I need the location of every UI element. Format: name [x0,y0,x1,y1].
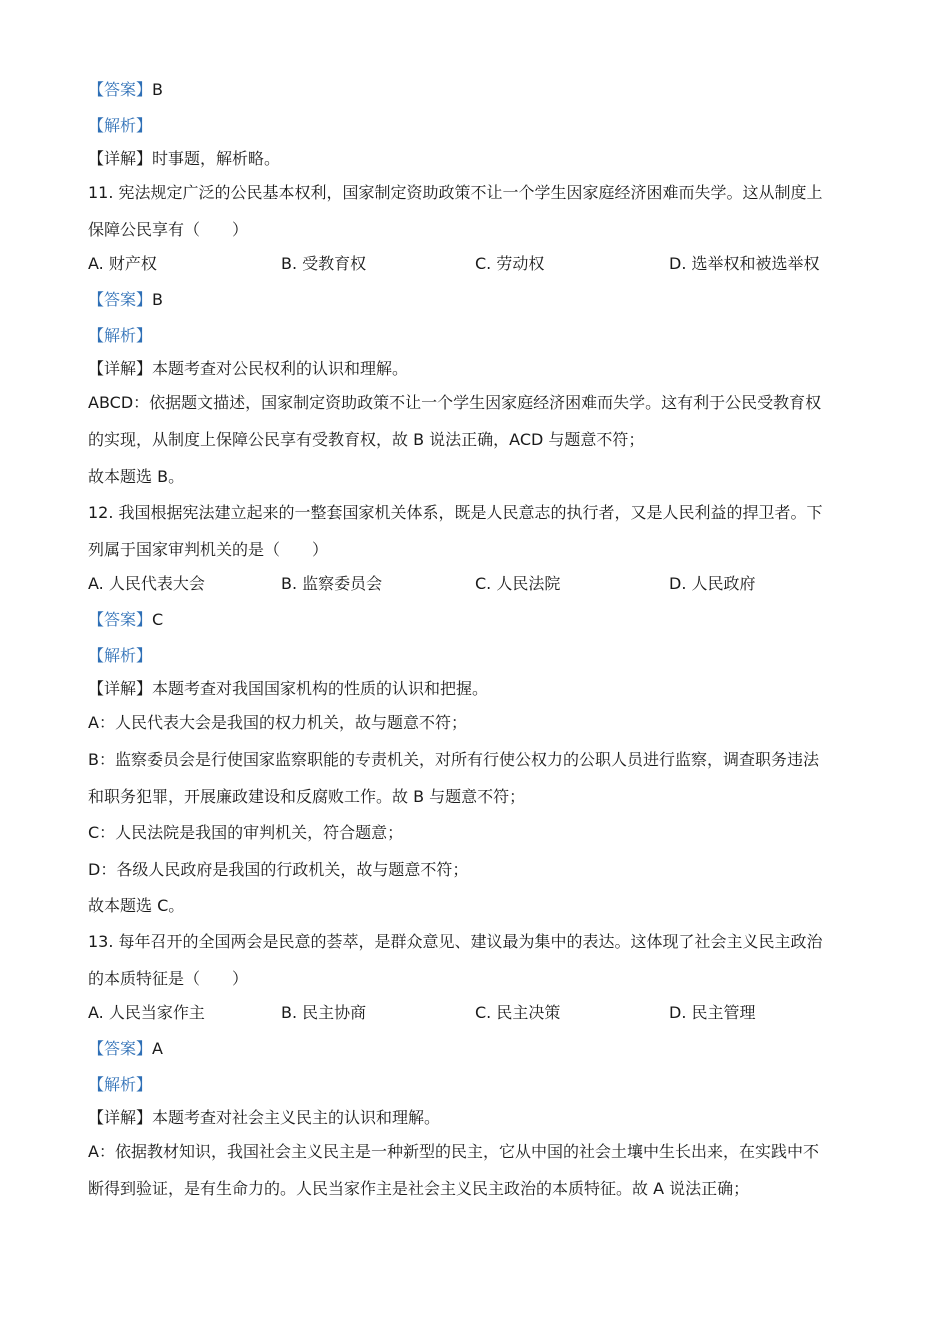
answer-value: B [152,290,163,309]
detail-text: 本题考查对我国国家机构的性质的认识和把握。 [152,679,489,698]
option-a: A. 财产权 [88,254,157,273]
answer-value: B [152,80,163,99]
option-d: D. 人民政府 [669,574,756,593]
answer-tag: 【答案】 [88,80,153,99]
detail-text: 本题考查对社会主义民主的认识和理解。 [152,1108,441,1127]
explanation-line: A：人民代表大会是我国的权力机关，故与题意不符； [88,713,467,732]
detail-line [88,148,280,170]
detail-text: 本题考查对公民权利的认识和理解。 [152,359,409,378]
answer-line [88,289,163,311]
detail-line [88,358,408,380]
detail-text: 时事题，解析略。 [152,149,281,168]
detail-line [88,1107,440,1129]
detail-tag: 【详解】 [88,679,153,698]
question-stem: 13. 每年召开的全国两会是民意的荟萃，是群众意见、建议最为集中的表达。这体现了社会主义民主政治 [88,932,823,951]
question-stem: 保障公民享有（ ） [88,220,249,239]
explanation-line: A：依据教材知识，我国社会主义民主是一种新型的民主，它从中国的社会土壤中生长出来，在实践中不 [88,1142,819,1161]
explanation-line: C：人民法院是我国的审判机关，符合题意； [88,823,404,842]
question-stem: 12. 我国根据宪法建立起来的一整套国家机关体系，既是人民意志的执行者，又是人民利益的捍卫者。下 [88,503,823,522]
explanation-line: 和职务犯罪，开展廉政建设和反腐败工作。故 B 与题意不符； [88,787,526,806]
option-a: A. 人民代表大会 [88,574,205,593]
option-b: B. 监察委员会 [281,574,383,593]
question-stem: 列属于国家审判机关的是（ ） [88,540,329,559]
explanation-line: 故本题选 C。 [88,896,185,915]
option-d: D. 民主管理 [669,1003,756,1022]
answer-tag: 【答案】 [88,610,153,629]
question-stem: 的本质特征是（ ） [88,969,249,988]
option-c: C. 劳动权 [475,254,545,273]
analysis-tag: 【解析】 [88,116,153,135]
answer-tag: 【答案】 [88,1039,153,1058]
answer-line [88,1038,163,1060]
explanation-line: D：各级人民政府是我国的行政机关，故与题意不符； [88,860,469,879]
option-b: B. 民主协商 [281,1003,367,1022]
explanation-line: 的实现，从制度上保障公民享有受教育权，故 B 说法正确，ACD 与题意不符； [88,430,645,449]
question-stem: 11. 宪法规定广泛的公民基本权利，国家制定资助政策不让一个学生因家庭经济困难而失学。这从制度上 [88,183,823,202]
option-d: D. 选举权和被选举权 [669,254,820,273]
option-c: C. 人民法院 [475,574,561,593]
detail-line [88,678,488,700]
answer-line [88,609,163,631]
answer-tag: 【答案】 [88,290,153,309]
analysis-tag: 【解析】 [88,646,153,665]
analysis-tag: 【解析】 [88,326,153,345]
detail-tag: 【详解】 [88,149,153,168]
detail-tag: 【详解】 [88,359,153,378]
answer-value: A [152,1039,163,1058]
answer-line [88,79,163,101]
explanation-line: B：监察委员会是行使国家监察职能的专责机关，对所有行使公权力的公职人员进行监察，调查职务违法 [88,750,819,769]
explanation-line: 断得到验证，是有生命力的。人民当家作主是社会主义民主政治的本质特征。故 A 说法正确； [88,1179,750,1198]
analysis-tag: 【解析】 [88,1075,153,1094]
option-b: B. 受教育权 [281,254,367,273]
answer-value: C [152,610,164,629]
option-c: C. 民主决策 [475,1003,561,1022]
explanation-line: 故本题选 B。 [88,467,185,486]
option-a: A. 人民当家作主 [88,1003,205,1022]
detail-tag: 【详解】 [88,1108,153,1127]
explanation-line: ABCD：依据题文描述，国家制定资助政策不让一个学生因家庭经济困难而失学。这有利于公民受教育权 [88,393,822,412]
